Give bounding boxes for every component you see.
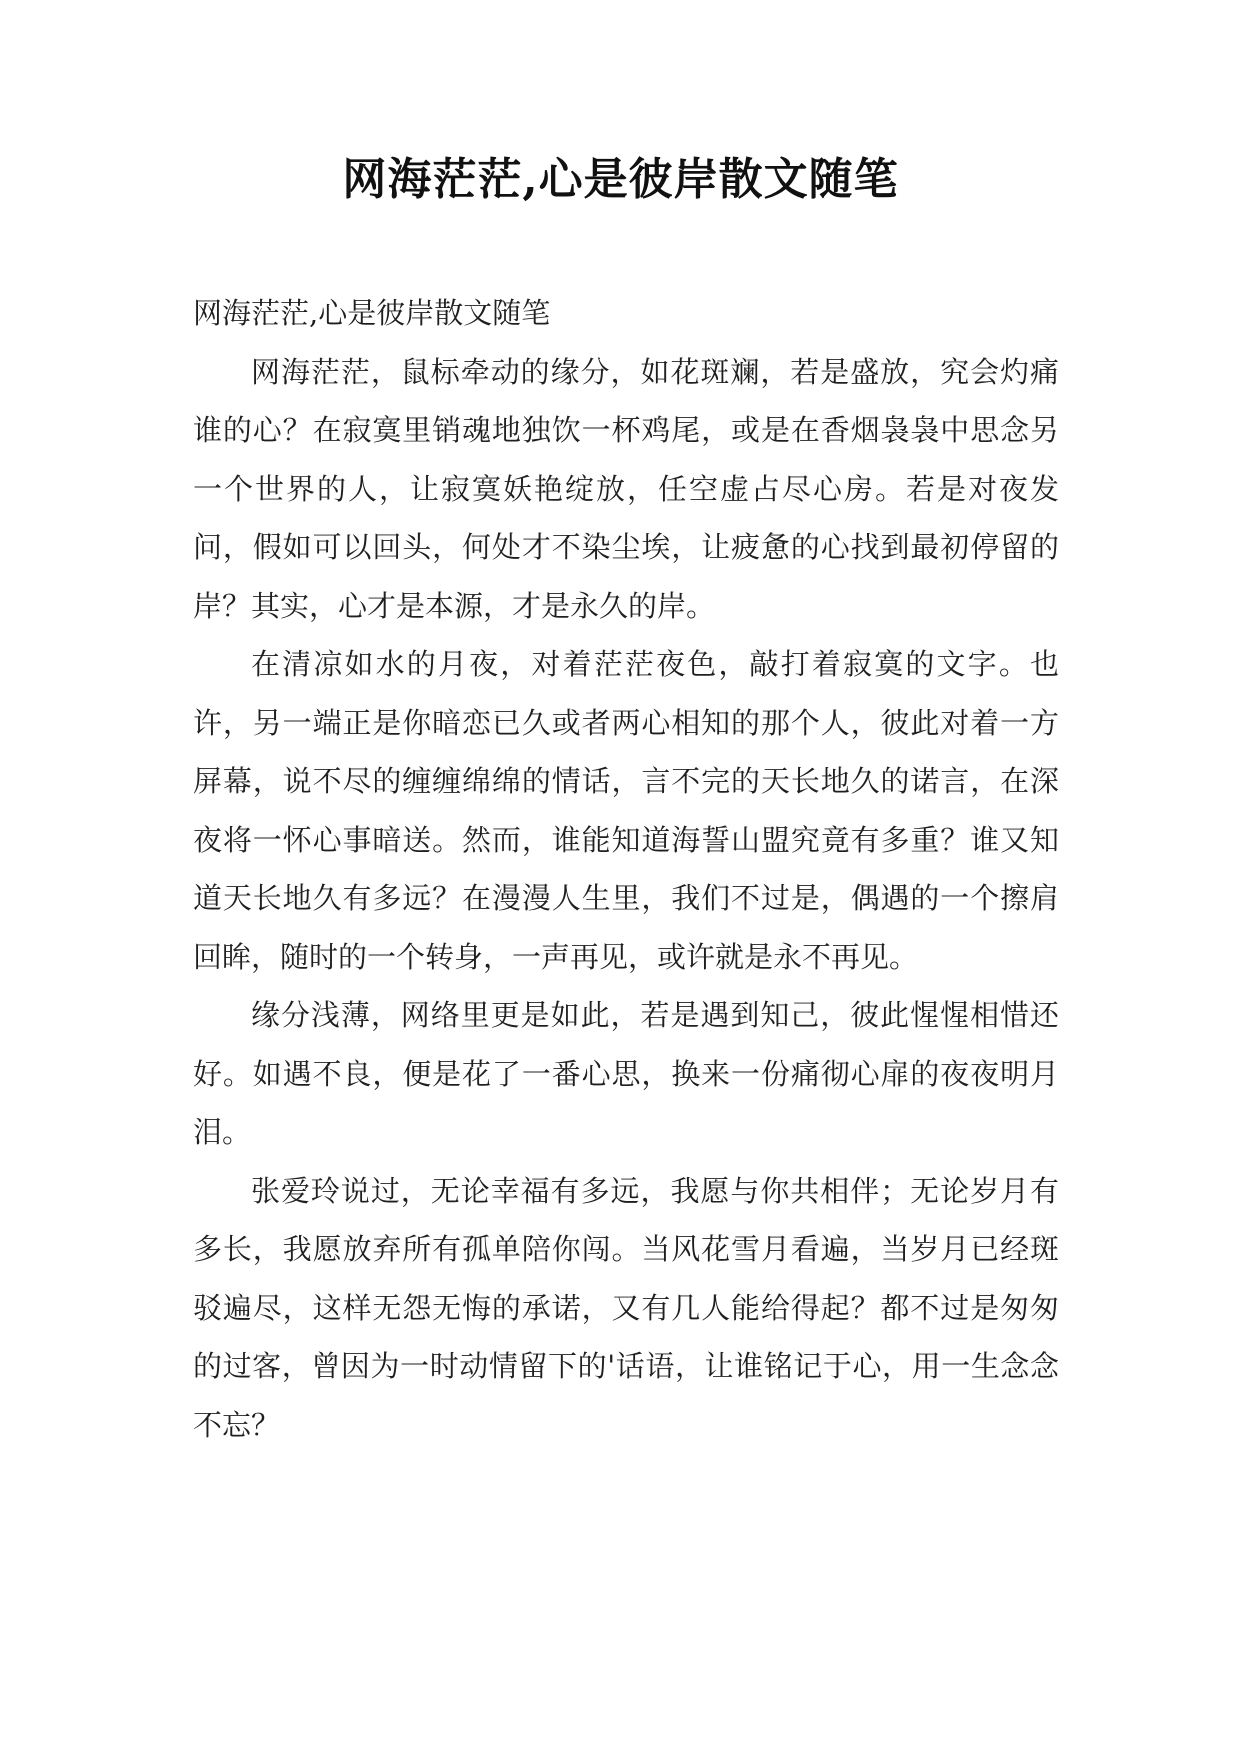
body-paragraph-1: 网海茫茫，鼠标牵动的缘分，如花斑斓，若是盛放，究会灼痛谁的心？在寂寞里销魂地独饮一杯鸡尾，或是在香烟袅袅中思念另一个世界的人，让寂寞妖艳绽放，任空虚占尽心房。若是对夜发问，假如可以回头，何处才不染尘埃，让疲惫的心找到最初停留的岸？其实，心才是本源，才是永久的岸。 [193, 354, 1059, 623]
document-title: 网海茫茫,心是彼岸散文随笔 [342, 154, 899, 205]
document-body [193, 284, 1059, 1454]
body-paragraph-3: 缘分浅薄，网络里更是如此，若是遇到知己，彼此惺惺相惜还好。如遇不良，便是花了一番心思，换来一份痛彻心扉的夜夜明月泪。 [193, 998, 1059, 1149]
body-paragraph-4: 张爱玲说过，无论幸福有多远，我愿与你共相伴；无论岁月有多长，我愿放弃所有孤单陪你闯。当风花雪月看遍，当岁月已经斑驳遍尽，这样无怨无悔的承诺，又有几人能给得起？都不过是匆匆的过客，曾因为一时动情留下的'话语，让谁铭记于心，用一生念念不忘？ [193, 1173, 1059, 1442]
document-subtitle: 网海茫茫,心是彼岸散文随笔 [193, 296, 551, 330]
body-paragraph-2: 在清凉如水的月夜，对着茫茫夜色，敲打着寂寞的文字。也许，另一端正是你暗恋已久或者两心相知的那个人，彼此对着一方屏幕，说不尽的缠缠绵绵的情话，言不完的天长地久的诺言，在深夜将一怀心事暗送。然而，谁能知道海誓山盟究竟有多重？谁又知道天长地久有多远？在漫漫人生里，我们不过是，偶遇的一个擦肩回眸，随时的一个转身，一声再见，或许就是永不再见。 [193, 647, 1059, 974]
